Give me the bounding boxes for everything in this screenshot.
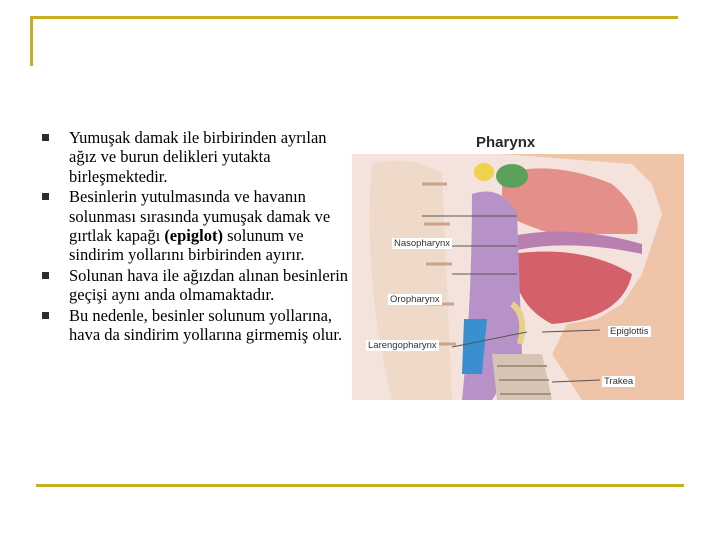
bullet-list	[42, 128, 352, 345]
figure-title: Pharynx	[476, 134, 536, 151]
label-oropharynx: Oropharynx	[390, 294, 440, 305]
bullet-bold-term: (epiglot)	[164, 226, 223, 246]
square-bullet-icon	[42, 312, 49, 319]
square-bullet-icon	[42, 272, 49, 279]
bullet-text: Solunan hava ile ağızdan alınan besinlerin geçişi aynı anda olmamaktadır.	[69, 265, 349, 305]
bullet-text: Bu nedenle, besinler solunum yollarına, hava da sindirim yollarına girmemiş olur.	[69, 305, 343, 345]
bullet-text: Besinlerin yutulmasında ve havanın solunması sırasında yumuşak damak ve gırtlak kapağı	[69, 187, 331, 246]
label-larengopharynx: Larengopharynx	[368, 340, 437, 351]
pharynx-illustration	[352, 154, 684, 400]
bullet-text: Yumuşak damak ile birbirinden ayrılan ağız ve burun delikleri yutakta birleşmektedir.	[69, 128, 327, 186]
frame-left-line	[30, 16, 33, 66]
square-bullet-icon	[42, 193, 49, 200]
bullet-item	[42, 128, 352, 186]
label-nasopharynx: Nasopharynx	[394, 238, 450, 249]
sphenoid-sinus	[496, 164, 528, 188]
bullet-item	[42, 306, 352, 345]
pharynx-figure	[352, 128, 684, 400]
frame-top-line	[30, 16, 678, 19]
label-trakea: Trakea	[604, 376, 634, 387]
bullet-item	[42, 187, 352, 265]
pituitary	[474, 163, 494, 181]
label-epiglottis: Epiglottis	[610, 326, 649, 337]
bullet-item	[42, 266, 352, 305]
square-bullet-icon	[42, 134, 49, 141]
frame-bottom-line	[36, 484, 684, 487]
bullet-text: solunum ve sindirim yollarını birbirinden ayırır.	[69, 226, 305, 265]
